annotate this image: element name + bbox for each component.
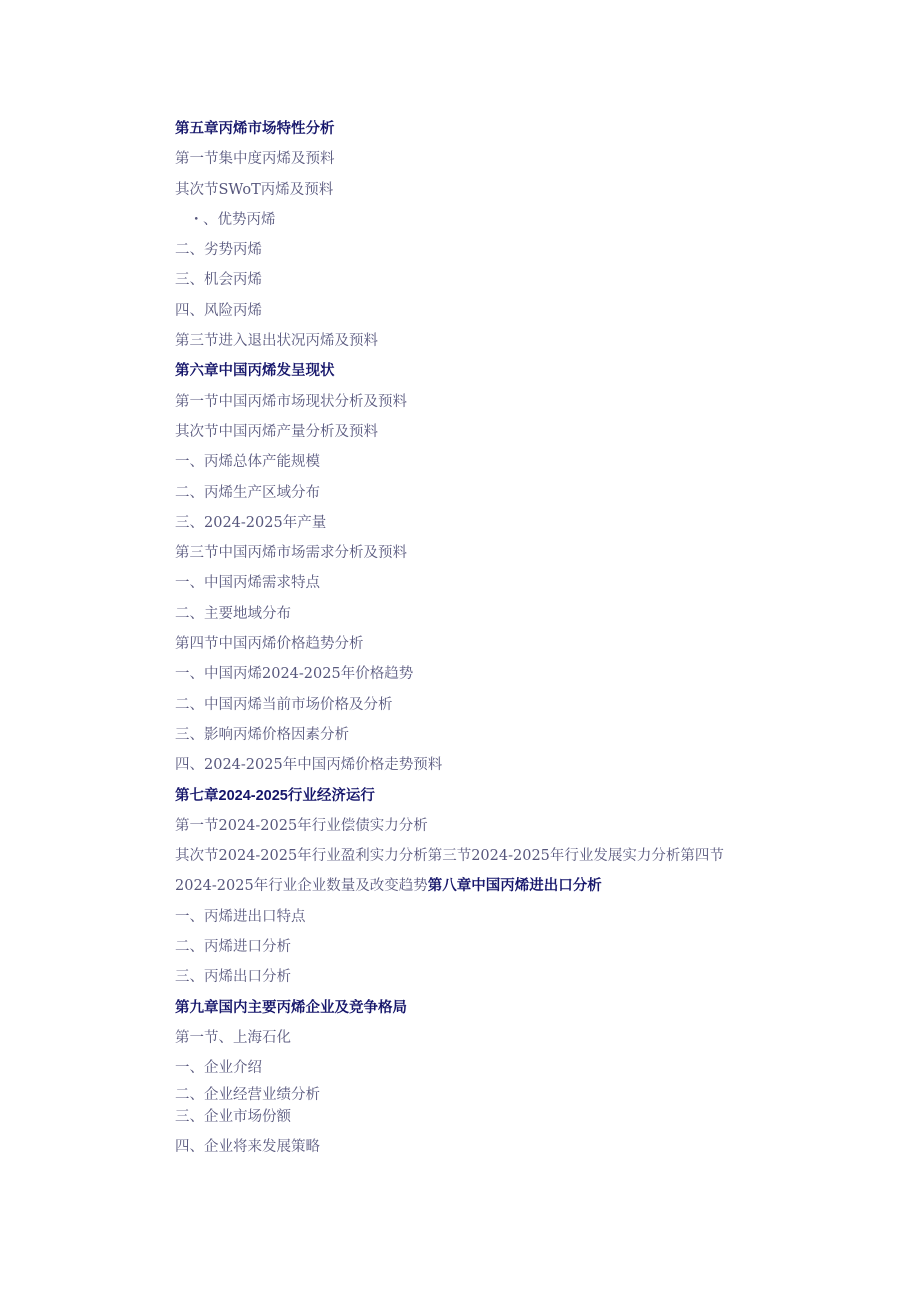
- item-9-1-3: 三、企业市场份额: [175, 1108, 291, 1125]
- section-7-2-to-7-4-paragraph: [175, 841, 765, 902]
- item-6-3-2: 二、主要地域分布: [175, 605, 291, 622]
- section-9-1: 第一节、上海石化: [175, 1029, 291, 1046]
- chapter-8-heading: 第八章中国丙烯进出口分析: [427, 878, 602, 895]
- item-8-2: 二、丙烯进口分析: [175, 939, 291, 956]
- item-6-4-1: 一、中国丙烯2024-2025年价格趋势: [175, 666, 414, 683]
- section-5-2: 其次节SWoT丙烯及预料: [175, 181, 334, 198]
- item-6-2-2: 二、丙烯生产区域分布: [175, 484, 320, 501]
- item-8-3: 三、丙烯出口分析: [175, 969, 291, 986]
- section-6-3: 第三节中国丙烯市场需求分析及预料: [175, 545, 407, 562]
- section-5-1: 第一节集中度丙烯及预料: [175, 151, 335, 168]
- item-5-2-1-label: 、优势丙烯: [203, 211, 276, 228]
- item-6-3-1: 一、中国丙烯需求特点: [175, 575, 320, 592]
- section-6-2: 其次节中国丙烯产量分析及预料: [175, 423, 378, 440]
- chapter-6-heading: 第六章中国丙烯发呈现状: [175, 363, 335, 380]
- section-5-3: 第三节进入退出状况丙烯及预料: [175, 333, 378, 350]
- item-6-2-1: 一、丙烯总体产能规模: [175, 454, 320, 471]
- item-5-2-1: [175, 205, 775, 235]
- item-6-4-4: 四、2024-2025年中国丙烯价格走势预料: [175, 757, 443, 774]
- item-5-2-4: 四、风险丙烯: [175, 302, 262, 319]
- item-9-1-1: 一、企业介绍: [175, 1060, 262, 1077]
- section-6-1: 第一节中国丙烯市场现状分析及预料: [175, 393, 407, 410]
- section-6-4: 第四节中国丙烯价格趋势分析: [175, 636, 364, 653]
- sections-7-2-7-4-text: 其次节2024-2025年行业盈利实力分析第三节2024-2025年行业发展实力分析第四节2024-2025年行业企业数量及改变趋势: [175, 848, 724, 895]
- item-6-2-3: 三、2024-2025年产量: [175, 514, 327, 531]
- item-5-2-2: 二、劣势丙烯: [175, 242, 262, 259]
- chapter-9-heading: 第九章国内主要丙烯企业及竞争格局: [175, 999, 407, 1016]
- item-6-4-3: 三、影响丙烯价格因素分析: [175, 726, 349, 743]
- chapter-5-heading: 第五章丙烯市场特性分析: [175, 121, 335, 137]
- item-5-2-3: 三、机会丙烯: [175, 272, 262, 289]
- bullet-mark: ・: [189, 211, 204, 228]
- item-8-1: 一、丙烯进出口特点: [175, 908, 306, 925]
- section-7-1: 第一节2024-2025年行业偿债实力分析: [175, 817, 428, 834]
- item-9-1-4: 四、企业将来发展策略: [175, 1138, 320, 1155]
- table-of-contents: [175, 114, 775, 1162]
- item-9-1-2: 二、企业经营业绩分析: [175, 1086, 320, 1103]
- chapter-7-heading: 第七章2024-2025行业经济运行: [175, 787, 375, 804]
- item-6-4-2: 二、中国丙烯当前市场价格及分析: [175, 696, 393, 713]
